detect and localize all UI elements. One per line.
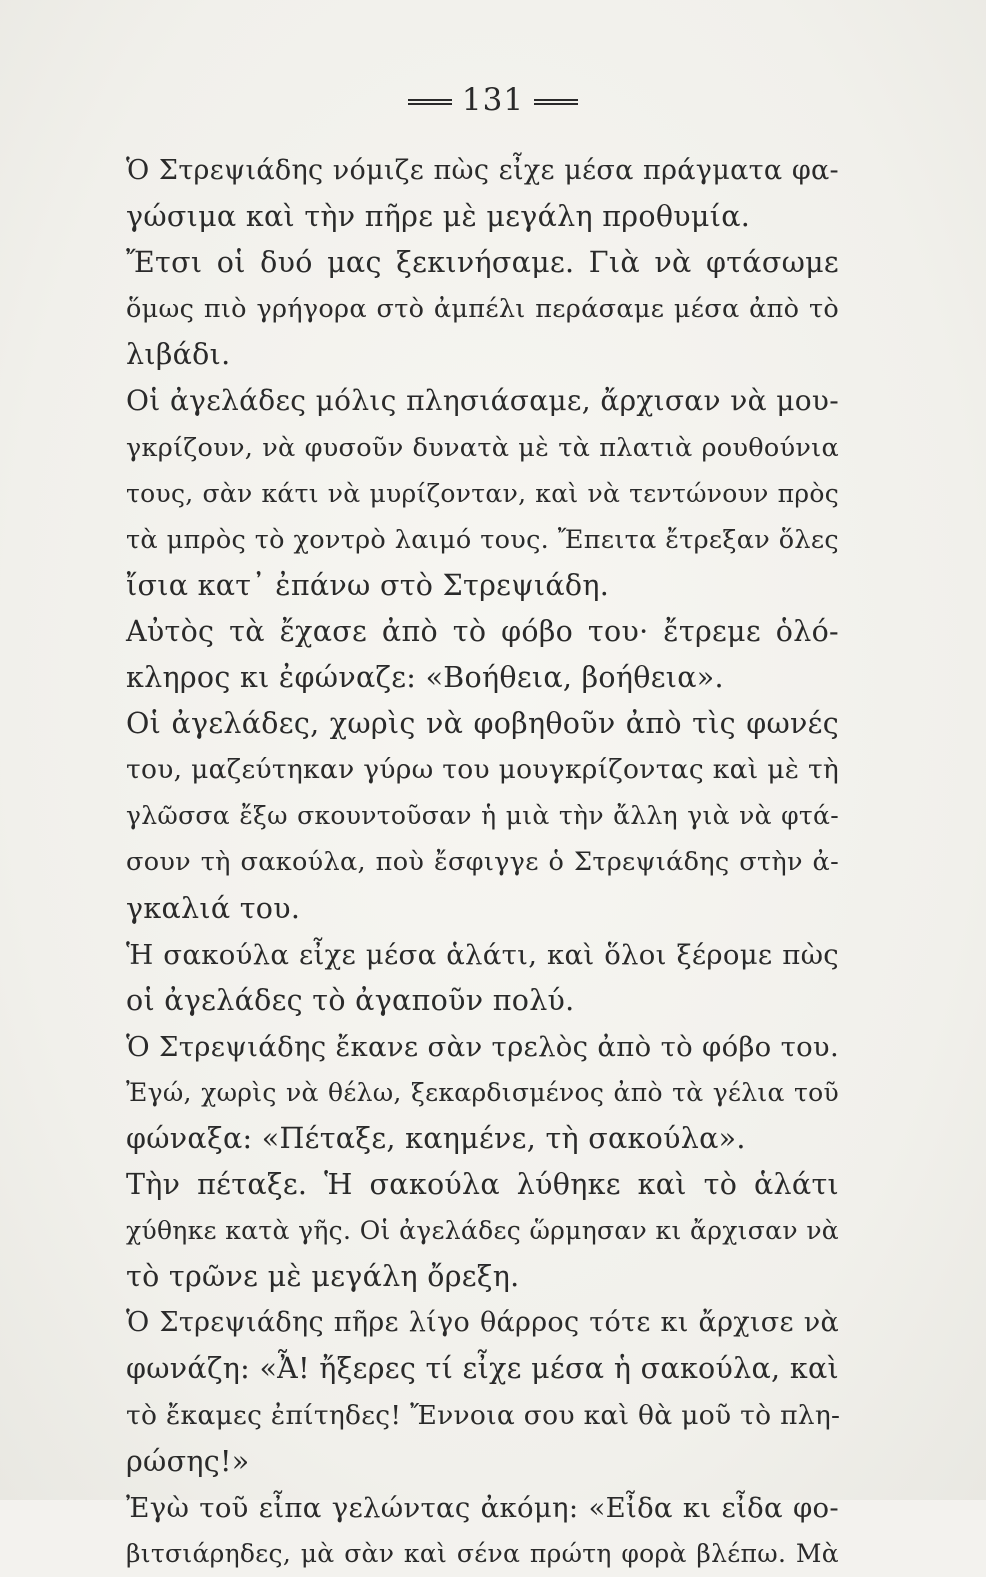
text-line: Ὁ Στρεψιάδης ἔκανε σὰν τρελὸς ἀπὸ τὸ φόβο του. bbox=[126, 1030, 839, 1063]
text-line: γώσιμα καὶ τὴν πῆρε μὲ μεγάλη προθυμία. bbox=[126, 200, 751, 234]
text-line: Ἔτσι οἱ δυό μας ξεκινήσαμε. Γιὰ νὰ φτάσωμε bbox=[126, 246, 839, 280]
text-line: Αὐτὸς τὰ ἔχασε ἀπὸ τὸ φόβο του· ἔτρεμε ὁλό- bbox=[126, 614, 839, 648]
text-line: φώναξα: «Πέταξε, καημένε, τὴ σακούλα». bbox=[126, 1121, 746, 1155]
text-line: Ὁ Στρεψιάδης νόμιζε πὼς εἶχε μέσα πράγματα φα- bbox=[126, 155, 839, 186]
text-line: χύθηκε κατὰ γῆς. Οἱ ἀγελάδες ὥρμησαν κι ἄρχισαν νὰ bbox=[126, 1216, 839, 1246]
text-line: Οἱ ἀγελάδες μόλις πλησιάσαμε, ἄρχισαν νὰ μου- bbox=[126, 384, 839, 418]
header-rule-left bbox=[408, 99, 452, 105]
text-line: οἱ ἀγελάδες τὸ ἀγαποῦν πολύ. bbox=[126, 983, 575, 1017]
text-line: Ὁ Στρεψιάδης πῆρε λίγο θάρρος τότε κι ἄρχισε νὰ bbox=[126, 1307, 839, 1339]
text-line: Ἐγὼ τοῦ εἶπα γελώντας ἀκόμη: «Εἶδα κι εἶδα φο- bbox=[126, 1491, 839, 1524]
text-line: Οἱ ἀγελάδες, χωρὶς νὰ φοβηθοῦν ἀπὸ τὶς φωνές bbox=[126, 707, 839, 741]
page-header bbox=[0, 78, 986, 122]
text-line: Ἡ σακούλα εἶχε μέσα ἁλάτι, καὶ ὅλοι ξέρομε πὼς bbox=[126, 938, 839, 971]
text-line: του, μαζεύτηκαν γύρω του μουγκρίζοντας καὶ μὲ τὴ bbox=[126, 754, 840, 786]
text-line: γκρίζουν, νὰ φυσοῦν δυνατὰ μὲ τὰ πλατιὰ ρουθούνια bbox=[126, 432, 839, 463]
text-line: φωνάζη: «Ἆ! ἤξερες τί εἶχε μέσα ἡ σακούλα, καὶ bbox=[126, 1352, 839, 1386]
text-line: ὅμως πιὸ γρήγορα στὸ ἀμπέλι περάσαμε μέσα ἀπὸ τὸ bbox=[126, 294, 839, 325]
text-line: ρώσης!» bbox=[126, 1444, 250, 1478]
body-text bbox=[126, 148, 839, 1577]
text-line: σουν τὴ σακούλα, ποὺ ἔσφιγγε ὁ Στρεψιάδης στὴν ἀ- bbox=[126, 847, 839, 878]
text-line: βιτσιάρηδες, μὰ σὰν καὶ σένα πρώτη φορὰ βλέπω. Μὰ bbox=[126, 1538, 839, 1568]
page-number: 131 bbox=[461, 82, 525, 118]
text-line: τὸ ἔκαμες ἐπίτηδες! Ἔννοια σου καὶ θὰ μοῦ τὸ πλη- bbox=[126, 1399, 841, 1431]
text-line: τους, σὰν κάτι νὰ μυρίζονταν, καὶ νὰ τεντώνουν πρὸς bbox=[126, 478, 839, 508]
text-line: κληρος κι ἐφώναζε: «Βοήθεια, βοήθεια». bbox=[126, 661, 724, 695]
text-line: τὸ τρῶνε μὲ μεγάλη ὄρεξη. bbox=[126, 1260, 520, 1294]
text-line: τὰ μπρὸς τὸ χοντρὸ λαιμό τους. Ἔπειτα ἔτρεξαν ὅλες bbox=[126, 524, 839, 555]
text-line: γλῶσσα ἔξω σκουντοῦσαν ἡ μιὰ τὴν ἄλλη γιὰ νὰ φτά- bbox=[126, 801, 839, 831]
header-rule-right bbox=[534, 99, 578, 105]
text-line: ἴσια κατ᾿ ἐπάνω στὸ Στρεψιάδη. bbox=[126, 568, 610, 602]
text-line: Τὴν πέταξε. Ἡ σακούλα λύθηκε καὶ τὸ ἁλάτι bbox=[126, 1168, 839, 1202]
text-line: Ἐγώ, χωρὶς νὰ θέλω, ξεκαρδισμένος ἀπὸ τὰ γέλια τοῦ bbox=[126, 1077, 839, 1107]
text-line: λιβάδι. bbox=[126, 338, 231, 372]
text-line: γκαλιά του. bbox=[126, 891, 301, 925]
